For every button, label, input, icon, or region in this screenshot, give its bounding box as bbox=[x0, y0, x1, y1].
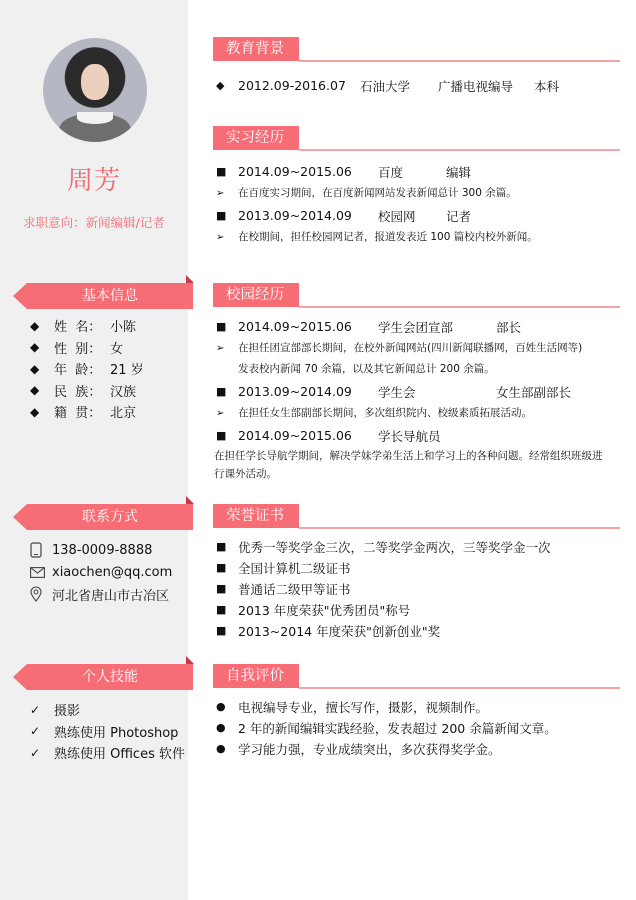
internship-title: 实习经历 bbox=[213, 126, 299, 150]
mail-icon bbox=[30, 567, 52, 578]
sidebar bbox=[0, 0, 188, 900]
square-bullet-icon: ■ bbox=[216, 582, 227, 595]
campus-row: ■ 2014.09~2015.06 学生会团宣部 部长 bbox=[216, 319, 522, 335]
square-bullet-icon: ■ bbox=[216, 603, 227, 616]
basic-info-title: 基本信息 bbox=[82, 288, 138, 304]
diamond-bullet-icon: ◆ bbox=[30, 318, 40, 333]
check-icon: ✓ bbox=[30, 724, 41, 739]
arrow-bullet-icon: ➢ bbox=[216, 343, 225, 354]
skill-item: ✓ 熟练使用 Photoshop bbox=[30, 724, 179, 741]
self-eval-item: ● 2 年的新闻编辑实践经验，发表超过 200 余篇新闻文章。 bbox=[216, 720, 557, 736]
education-title: 教育背景 bbox=[213, 37, 299, 61]
phone-icon bbox=[30, 542, 52, 558]
self-eval-list bbox=[216, 696, 616, 759]
skill-item: ✓ 熟练使用 Offices 软件 bbox=[30, 745, 185, 763]
internship-row: ■ 2013.09~2014.09 校园网 记者 bbox=[216, 208, 472, 224]
basic-info-row: ◆ 年 龄 ： 21 岁 bbox=[30, 361, 144, 379]
square-bullet-icon: ■ bbox=[216, 429, 227, 442]
honor-item: ■ 全国计算机二级证书 bbox=[216, 560, 351, 576]
contact-phone: 138-0009-8888 bbox=[30, 539, 172, 561]
campus-desc: ➢ 在担任团宣部部长期间，在校外新闻网站(四川新闻联播网，百姓生活网等) 发表校内新闻 70 余篇，以及其它新闻总计 200 余篇。 bbox=[216, 338, 616, 380]
skills-banner bbox=[13, 664, 193, 690]
honor-item: ■ 2013 年度荣获"优秀团员"称号 bbox=[216, 602, 411, 618]
education-header bbox=[213, 37, 620, 63]
honors-list bbox=[216, 536, 616, 641]
arrow-bullet-icon: ➢ bbox=[216, 408, 225, 419]
dot-bullet-icon: ● bbox=[216, 721, 226, 734]
square-bullet-icon: ■ bbox=[216, 624, 227, 637]
square-bullet-icon: ■ bbox=[216, 385, 227, 398]
contact-title: 联系方式 bbox=[82, 509, 138, 525]
campus-row: ■ 2014.09~2015.06 学长导航员 bbox=[216, 428, 441, 444]
campus-row: ■ 2013.09~2014.09 学生会 女生部副部长 bbox=[216, 384, 572, 400]
check-icon: ✓ bbox=[30, 745, 41, 760]
honor-item: ■ 优秀一等奖学金三次，二等奖学金两次，三等奖学金一次 bbox=[216, 539, 551, 555]
candidate-name: 周芳 bbox=[66, 166, 121, 196]
job-intent: 求职意向：新闻编辑/记者 bbox=[23, 215, 165, 230]
dot-bullet-icon: ● bbox=[216, 742, 226, 755]
square-bullet-icon: ■ bbox=[216, 540, 227, 553]
self-eval-header bbox=[213, 664, 620, 690]
skill-item: ✓ 摄影 bbox=[30, 702, 81, 720]
campus-desc: 在担任学长导航学期间，解决学妹学弟生活上和学习上的各种问题。经常组织班级进行课外活动。 bbox=[214, 450, 603, 480]
basic-info-row: ◆ 籍 贯 ： 北京 bbox=[30, 404, 137, 422]
skills-title: 个人技能 bbox=[82, 669, 138, 685]
internship-header bbox=[213, 126, 620, 152]
square-bullet-icon: ■ bbox=[216, 320, 227, 333]
internship-desc: ➢ 在校期间，担任校园网记者，报道发表近 100 篇校内校外新闻。 bbox=[216, 227, 616, 248]
honors-header bbox=[213, 504, 620, 530]
honors-title: 荣誉证书 bbox=[213, 504, 299, 528]
education-list bbox=[216, 74, 616, 97]
internship-list bbox=[216, 160, 616, 248]
location-pin-icon bbox=[30, 586, 52, 602]
contact-address: 河北省唐山市古冶区 bbox=[30, 583, 172, 605]
basic-info-row: ◆ 姓 名 ： 小陈 bbox=[30, 318, 137, 336]
internship-row: ■ 2014.09~2015.06 百度 编辑 bbox=[216, 164, 472, 180]
self-eval-item: ● 学习能力强，专业成绩突出，多次获得奖学金。 bbox=[216, 741, 501, 757]
diamond-bullet-icon: ◆ bbox=[30, 361, 40, 376]
basic-info-row: ◆ 性 别 ： 女 bbox=[30, 340, 124, 357]
square-bullet-icon: ■ bbox=[216, 209, 227, 222]
dot-bullet-icon: ● bbox=[216, 700, 226, 713]
contact-email: xiaochen@qq.com bbox=[30, 561, 172, 583]
campus-desc: ➢ 在担任女生部副部长期间，多次组织院内、校级素质拓展活动。 bbox=[216, 403, 616, 424]
basic-info-list bbox=[30, 315, 144, 423]
arrow-bullet-icon: ➢ bbox=[216, 232, 225, 243]
education-row: ◆ 2012.09-2016.07 石油大学 广播电视编导 本科 bbox=[216, 78, 560, 94]
honor-item: ■ 普通话二级甲等证书 bbox=[216, 581, 351, 597]
campus-list bbox=[216, 315, 616, 483]
skills-list bbox=[30, 699, 185, 764]
diamond-bullet-icon: ◆ bbox=[30, 340, 40, 355]
check-icon: ✓ bbox=[30, 702, 41, 717]
campus-title: 校园经历 bbox=[213, 283, 299, 307]
campus-header bbox=[213, 283, 620, 309]
basic-info-banner bbox=[13, 283, 193, 309]
avatar-photo bbox=[43, 38, 147, 142]
self-eval-item: ● 电视编导专业，擅长写作，摄影，视频制作。 bbox=[216, 699, 489, 715]
diamond-bullet-icon: ◆ bbox=[30, 383, 40, 398]
diamond-bullet-icon: ◆ bbox=[216, 79, 225, 92]
contact-banner bbox=[13, 504, 193, 530]
basic-info-row: ◆ 民 族 ： 汉族 bbox=[30, 383, 137, 400]
contact-list bbox=[30, 539, 172, 605]
internship-desc: ➢ 在百度实习期间，在百度新闻网站发表新闻总计 300 余篇。 bbox=[216, 183, 616, 204]
honor-item: ■ 2013~2014 年度荣获"创新创业"奖 bbox=[216, 623, 441, 639]
square-bullet-icon: ■ bbox=[216, 561, 227, 574]
diamond-bullet-icon: ◆ bbox=[30, 404, 40, 419]
arrow-bullet-icon: ➢ bbox=[216, 188, 225, 199]
self-eval-title: 自我评价 bbox=[213, 664, 299, 688]
square-bullet-icon: ■ bbox=[216, 165, 227, 178]
